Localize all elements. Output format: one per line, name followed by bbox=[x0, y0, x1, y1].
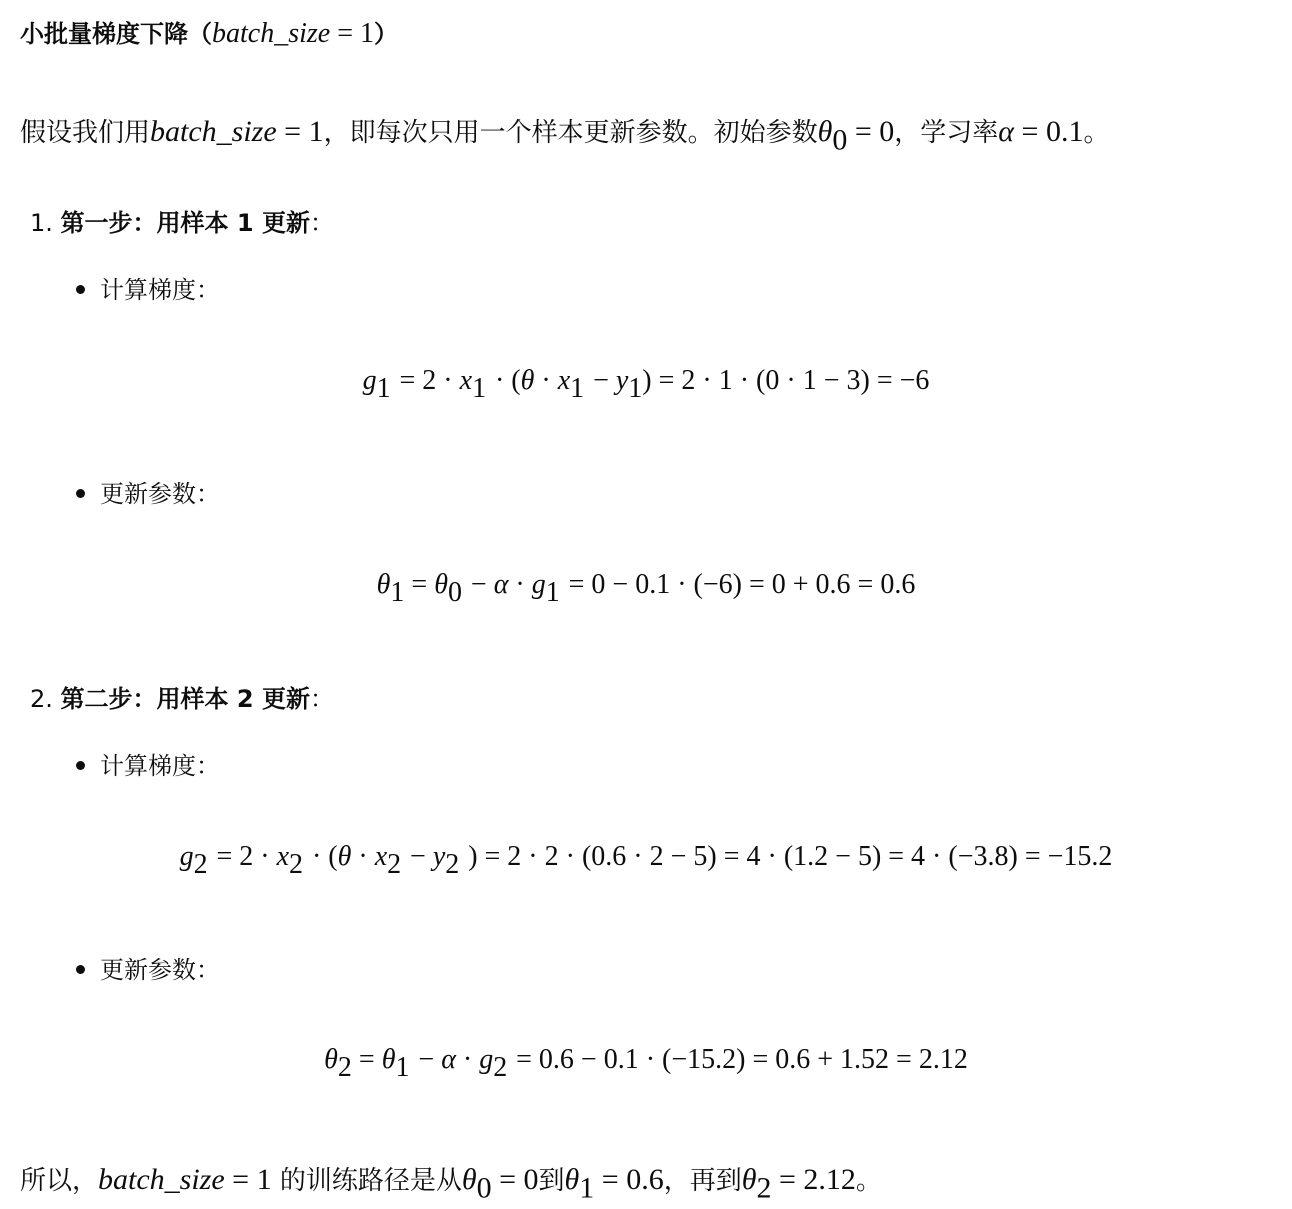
bullet-label: 计算梯度： bbox=[100, 276, 220, 304]
outro-theta-symbol: θ bbox=[461, 1163, 477, 1196]
step-2-bullet-update bbox=[76, 950, 220, 985]
step-1-title bbox=[30, 203, 334, 238]
step-colon: ： bbox=[309, 685, 334, 713]
step-1-update-equation: $\theta_1 = \theta_0 - \alpha \cdot g_1 = 0 - 0.1 \cdot (-6) = 0 + 0.6 = 0.6$ bbox=[376, 569, 916, 608]
intro-text-1: 假设我们用 bbox=[20, 118, 151, 148]
outro-theta-symbol: θ bbox=[741, 1163, 757, 1196]
outro-theta2-value: = 2.12 bbox=[771, 1163, 856, 1196]
outro-theta-symbol: θ bbox=[564, 1163, 580, 1196]
heading-math-batch-size: batch_size bbox=[212, 18, 331, 49]
intro-paragraph bbox=[20, 112, 1110, 157]
intro-math-batch-size: batch_size bbox=[150, 115, 277, 148]
intro-text-3: ，学习率 bbox=[894, 118, 999, 148]
step-title-text: 第二步：用样本 2 更新 bbox=[60, 685, 310, 713]
step-number: 1. bbox=[30, 209, 53, 237]
theta-subscript: 0 bbox=[832, 123, 848, 157]
outro-theta1-value: = 0.6 bbox=[594, 1163, 664, 1196]
step-2-bullet-gradient bbox=[76, 746, 220, 781]
outro-text-5: 。 bbox=[855, 1166, 882, 1196]
theta-symbol: θ bbox=[817, 115, 833, 148]
heading-math-eq: = 1 bbox=[330, 18, 375, 49]
bullet-label: 计算梯度： bbox=[100, 752, 220, 780]
bullet-label: 更新参数： bbox=[100, 480, 220, 508]
step-number: 2. bbox=[30, 685, 53, 713]
outro-text-3: 到 bbox=[538, 1166, 565, 1196]
section-heading bbox=[20, 14, 398, 50]
intro-math-batch-size-value: = 1 bbox=[276, 115, 324, 148]
conclusion-paragraph bbox=[20, 1160, 882, 1205]
bullet-label: 更新参数： bbox=[100, 956, 220, 984]
outro-text-2: 的训练路径是从 bbox=[271, 1166, 462, 1196]
step-1-bullet-gradient bbox=[76, 270, 220, 305]
bullet-dot-icon bbox=[76, 489, 85, 498]
outro-theta-subscript: 1 bbox=[579, 1171, 595, 1205]
step-2-update-equation: $\theta_2 = \theta_1 - \alpha \cdot g_2 = 0.6 - 0.1 \cdot (-15.2) = 0.6 + 1.52 = 2.12$ bbox=[324, 1044, 968, 1083]
outro-math-batch-size-value: = 1 bbox=[224, 1163, 272, 1196]
step-colon: ： bbox=[309, 209, 334, 237]
intro-text-2: ，即每次只用一个样本更新参数。初始参数 bbox=[323, 118, 818, 148]
bullet-dot-icon bbox=[76, 761, 85, 770]
intro-math-theta0-value: = 0 bbox=[847, 115, 895, 148]
heading-text: 小批量梯度下降 bbox=[20, 20, 188, 48]
intro-math-alpha: α bbox=[998, 115, 1015, 148]
step-1-gradient-equation: $g_1 = 2 \cdot x_1 \cdot (\theta \cdot x_1 - y_1) = 2 \cdot 1 \cdot (0 \cdot 1 - 3) = -6$ bbox=[362, 365, 930, 404]
outro-theta-subscript: 0 bbox=[476, 1171, 492, 1205]
outro-text-1: 所以， bbox=[20, 1166, 99, 1196]
outro-text-4: ，再到 bbox=[663, 1166, 742, 1196]
intro-text-4: 。 bbox=[1083, 118, 1110, 148]
outro-math-batch-size: batch_size bbox=[98, 1163, 225, 1196]
bullet-dot-icon bbox=[76, 285, 85, 294]
step-1-bullet-update bbox=[76, 474, 220, 509]
outro-theta0-value: = 0 bbox=[491, 1163, 539, 1196]
outro-theta-subscript: 2 bbox=[756, 1171, 772, 1205]
heading-close-paren: ） bbox=[374, 20, 399, 48]
step-2-title bbox=[30, 679, 334, 714]
heading-open-paren: （ bbox=[188, 20, 212, 48]
intro-math-theta0 bbox=[817, 115, 848, 157]
intro-math-alpha-value: = 0.1 bbox=[1014, 115, 1084, 148]
step-2-gradient-equation: $g_2 = 2 \cdot x_2 \cdot (\theta \cdot x_2 - y_2$ ) = 2 · 2 · (0.6 · 2 − 5) = 4 · (1.2 − 5) = 4 · (−3.8) = −15.2 bbox=[179, 841, 1113, 880]
bullet-dot-icon bbox=[76, 965, 85, 974]
step-title-text: 第一步：用样本 1 更新 bbox=[60, 209, 310, 237]
